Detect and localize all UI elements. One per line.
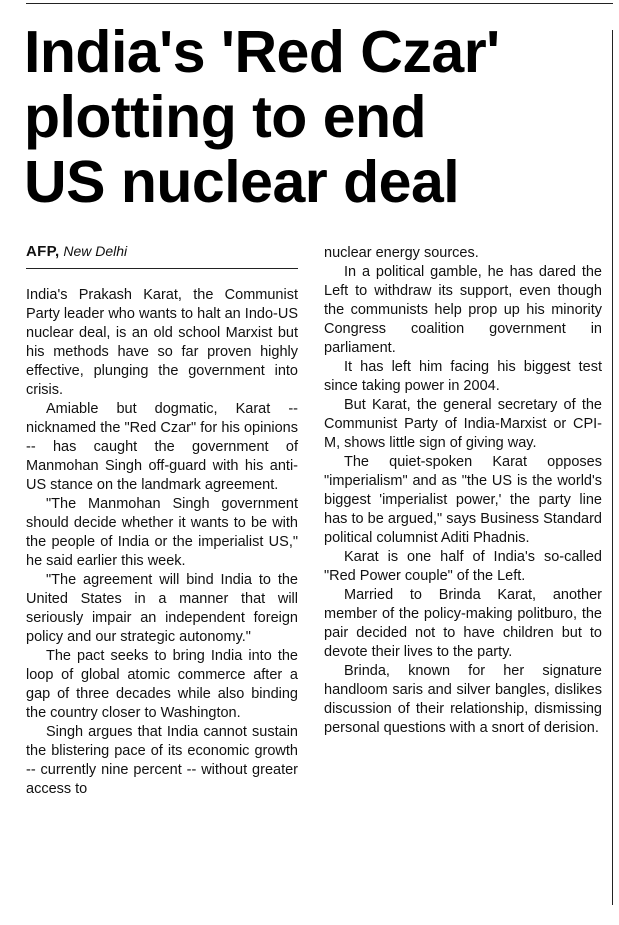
paragraph: The quiet-spoken Karat opposes "imperialism" and as "the US is the world's biggest 'imperialist power,' the party line has to be argued," says Business Standard political columnist Aditi Phadnis. [324, 454, 602, 546]
byline-rule [26, 268, 298, 269]
paragraph: Amiable but dogmatic, Karat -- nicknamed the "Red Czar" for his opinions -- has caught the government of Manmohan Singh off-guard with his anti-US stance on the landmark agreement. [26, 401, 298, 493]
headline-line-1: India's 'Red Czar' [24, 19, 500, 85]
article-column-2 [324, 244, 602, 738]
paragraph: It has left him facing his biggest test since taking power in 2004. [324, 359, 602, 394]
paragraph: India's Prakash Karat, the Communist Party leader who wants to halt an Indo-US nuclear deal, is an old school Marxist but his methods have so far proven highly effective, plunging the government into crisis. [26, 287, 298, 398]
headline-line-3: US nuclear deal [24, 149, 460, 215]
paragraph: The pact seeks to bring India into the loop of global atomic commerce after a gap of three decades while also binding the country closer to Washington. [26, 648, 298, 721]
top-rule [26, 3, 613, 4]
paragraph: Brinda, known for her signature handloom saris and silver bangles, dislikes discussion of their relationship, dismissing personal questions with a snort of derision. [324, 663, 602, 736]
paragraph: nuclear energy sources. [324, 245, 479, 261]
paragraph: "The agreement will bind India to the United States in a manner that will seriously impair an independent foreign policy and our strategic autonomy." [26, 572, 298, 645]
paragraph: Married to Brinda Karat, another member of the policy-making politburo, the pair decided not to have children but to devote their lives to the party. [324, 587, 602, 660]
paragraph: But Karat, the general secretary of the Communist Party of India-Marxist or CPI-M, shows little sign of giving way. [324, 397, 602, 451]
byline-location: New Delhi [63, 243, 128, 259]
headline [24, 20, 614, 215]
paragraph: Singh argues that India cannot sustain the blistering pace of its economic growth -- currently nine percent -- without greater access to [26, 724, 298, 797]
paragraph: In a political gamble, he has dared the Left to withdraw its support, even though the communists help prop up his minority Congress coalition government in parliament. [324, 264, 602, 356]
headline-line-2: plotting to end [24, 84, 427, 150]
byline-agency: AFP, [26, 243, 60, 260]
paragraph: "The Manmohan Singh government should decide whether it wants to be with the people of India or the imperialist US," he said earlier this week. [26, 496, 298, 569]
paragraph: Karat is one half of India's so-called "Red Power couple" of the Left. [324, 549, 602, 584]
article-column-1 [26, 286, 298, 799]
byline [26, 242, 298, 261]
